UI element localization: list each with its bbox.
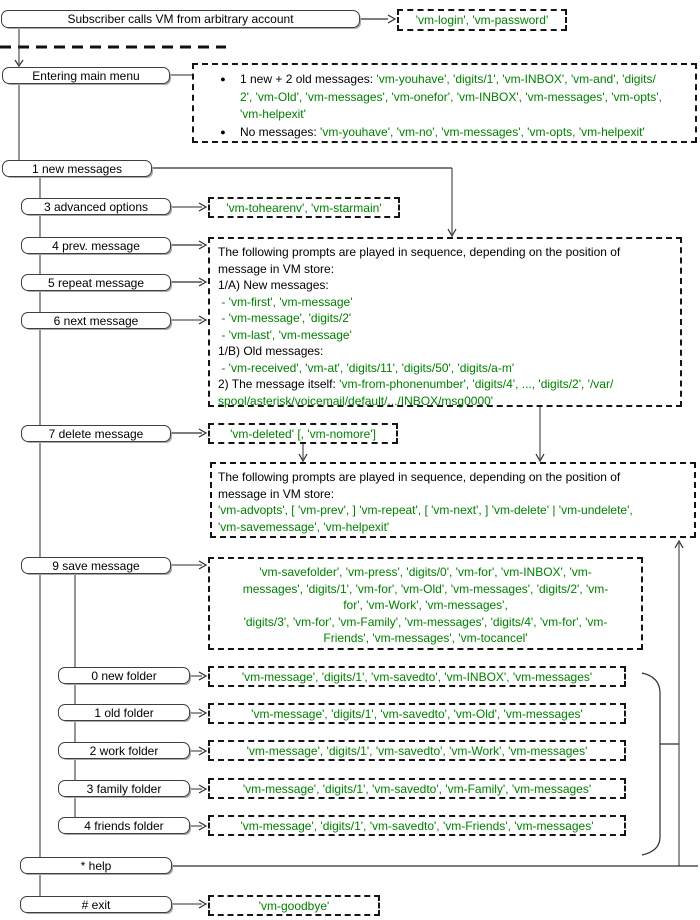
prompt-line: message in VM store: <box>218 261 335 276</box>
option-node-save-message <box>21 557 171 574</box>
option-node-next-message <box>21 312 171 329</box>
bullet-item <box>194 71 695 124</box>
prompt-line: message in VM store: <box>218 486 335 501</box>
bullet-item <box>194 124 695 142</box>
prompt-line: - 'vm-last', 'vm-message' <box>218 327 352 342</box>
folder-label: 0 new folder <box>91 668 157 683</box>
option-label: 6 next message <box>53 313 139 328</box>
prompt-text: 'vm-from-phonenumber', 'digits/4', ..., 'digits/2', '/var/ <box>339 377 614 391</box>
main-menu-prompts-box <box>192 63 697 143</box>
folder-node-family <box>58 780 190 797</box>
saved-to-family-prompts-box <box>208 778 626 799</box>
prompt-intro: No messages: <box>240 124 321 139</box>
prompt-text: 'vm-deleted' [, 'vm-nomore'] <box>230 426 376 441</box>
prompt-line: The following prompts are played in sequence, depending on the position of <box>218 470 621 484</box>
prompt-text: 'vm-tohearenv', 'vm-starmain' <box>226 200 382 215</box>
folder-return-brace <box>642 673 679 855</box>
start-node <box>1 10 360 28</box>
folder-node-old <box>58 704 190 721</box>
main-menu-node-label: Entering main menu <box>32 68 140 83</box>
folder-label: 1 old folder <box>94 705 154 720</box>
prompt-text: 'vm-goodbye' <box>258 898 330 913</box>
option-label: 3 advanced options <box>43 199 149 214</box>
prompt-text: 'vm-message', 'digits/1', 'vm-savedto', 'vm-INBOX', 'vm-messages' <box>241 669 593 684</box>
message-position-prompts-box <box>208 237 682 407</box>
option-node-prev-message <box>21 237 171 254</box>
prompt-text: 'vm-youhave', 'vm-no', 'vm-messages', 'vm-opts, 'vm-helpexit' <box>320 124 645 139</box>
prompt-line: 1/A) New messages: <box>218 278 329 292</box>
saved-to-old-prompts-box <box>208 703 626 724</box>
prompt-text: 'vm-message', 'digits/1', 'vm-savedto', 'vm-Friends', 'vm-messages' <box>240 818 594 833</box>
prompt-line: 'vm-advopts', [ 'vm-prev', ] 'vm-repeat', [ 'vm-next', ] 'vm-delete' | 'vm-undelete', <box>218 503 633 517</box>
main-menu-node <box>2 67 170 84</box>
prompt-line: - 'vm-message', 'digits/2' <box>218 311 352 325</box>
goodbye-prompts-box <box>208 895 380 916</box>
deleted-prompts-box <box>208 423 398 444</box>
option-label: 5 repeat message <box>47 275 145 290</box>
prompt-line: 'digits/3', 'vm-for', 'vm-Family', 'vm-messages', 'digits/4', 'vm-for', 'vm- <box>243 614 608 629</box>
option-label: 4 prev. message <box>52 238 140 253</box>
advanced-menu-prompts-box <box>210 462 696 538</box>
start-node-label: Subscriber calls VM from arbitrary account <box>67 12 294 26</box>
prompt-line: 'vm-savemessage', 'vm-helpexit' <box>218 519 390 534</box>
prompt-line: 1/B) Old messages: <box>218 344 324 358</box>
option-label: # exit <box>81 897 111 912</box>
advanced-options-prompts-box <box>208 197 400 218</box>
folder-node-friends <box>58 817 190 834</box>
prompt-line: - 'vm-received', 'vm-at', 'digits/11', 'digits/50', 'digits/a-m' <box>218 360 515 375</box>
save-folder-prompts-box <box>208 557 643 650</box>
prompt-line: 'vm-savefolder', 'vm-press', 'digits/0', 'vm-for', 'vm-INBOX', 'vm- <box>259 565 592 579</box>
prompt-line: Friends', 'vm-messages', 'vm-tocancel' <box>323 631 528 645</box>
prompt-text: 'vm-helpexit' <box>240 107 306 121</box>
option-node-delete-message <box>21 425 171 442</box>
option-node-help <box>20 857 172 874</box>
prompt-text: 'vm-login', 'vm-password' <box>415 13 549 27</box>
prompt-line: for', 'vm-Work', 'vm-messages', <box>343 598 508 612</box>
bullet-icon: ● <box>220 74 226 84</box>
folder-node-new <box>58 667 190 684</box>
option-label: * help <box>80 858 112 873</box>
prompt-text: 'vm-message', 'digits/1', 'vm-savedto', 'vm-Family', 'vm-messages' <box>242 781 592 796</box>
option-label: 9 save message <box>52 558 140 573</box>
option-node-advanced-options <box>21 198 171 215</box>
prompt-line: - 'vm-first', 'vm-message' <box>218 294 353 309</box>
folder-node-work <box>58 742 190 759</box>
option-node-repeat-message <box>21 274 171 291</box>
prompt-text: 2', 'vm-Old', 'vm-messages', 'vm-onefor', 'vm-INBOX', 'vm-messages', 'vm-opts', <box>240 89 662 104</box>
saved-to-inbox-prompts-box <box>208 666 626 687</box>
prompt-line: messages', 'digits/1', 'vm-for', 'vm-Old', 'vm-messages', 'digits/2', 'vm- <box>242 581 609 596</box>
prompt-line: The following prompts are played in sequence, depending on the position of <box>218 245 621 259</box>
prompt-intro: 2) The message itself: <box>218 377 340 391</box>
option-label: 7 delete message <box>48 426 144 441</box>
prompt-text: 'vm-message', 'digits/1', 'vm-savedto', 'vm-Work', 'vm-messages' <box>246 743 588 758</box>
prompt-text: 'vm-message', 'digits/1', 'vm-savedto', 'vm-Old', 'vm-messages' <box>251 706 583 721</box>
bullet-icon: ● <box>220 126 226 137</box>
option-node-new-messages <box>2 160 152 177</box>
prompt-line: spool/asterisk/voicemail/default/.../INBOX/msg0000' <box>218 393 494 408</box>
option-node-exit <box>20 896 172 913</box>
prompt-text: 'vm-youhave', 'digits/1', 'vm-INBOX', 'vm-and', 'digits/ <box>376 72 656 86</box>
folder-label: 3 family folder <box>86 781 162 796</box>
login-prompts-box <box>397 9 567 31</box>
option-label: 1 new messages <box>31 161 123 176</box>
saved-to-work-prompts-box <box>208 740 626 761</box>
folder-label: 2 work folder <box>89 743 159 758</box>
saved-to-friends-prompts-box <box>208 815 626 836</box>
folder-label: 4 friends folder <box>84 818 164 833</box>
prompt-intro: 1 new + 2 old messages: <box>240 72 377 86</box>
